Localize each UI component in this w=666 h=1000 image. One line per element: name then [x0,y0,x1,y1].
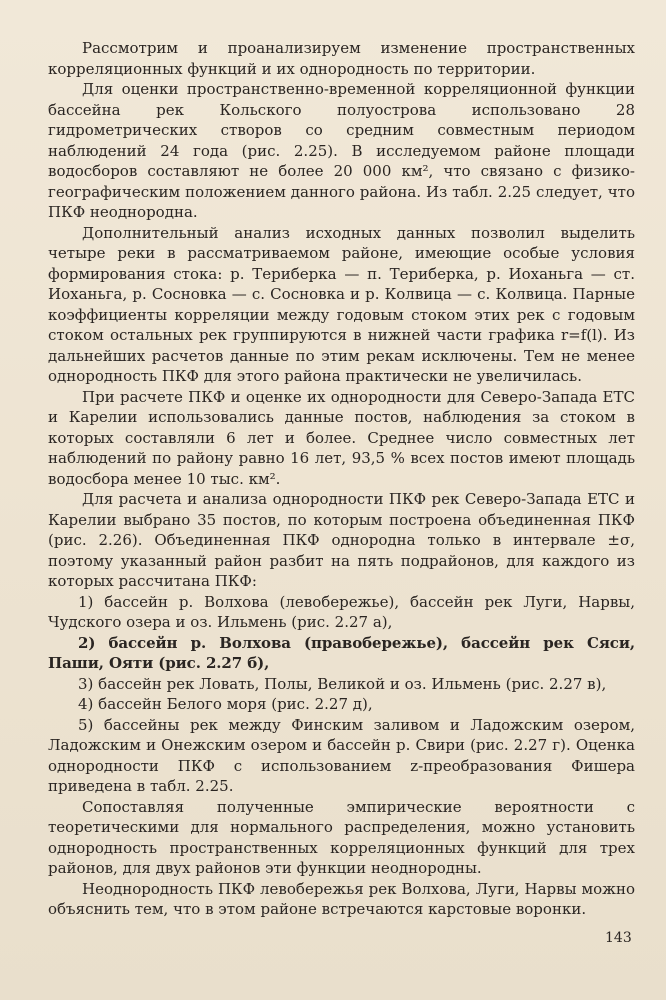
body-text [48,38,635,920]
paragraph-karst: Неоднородность ПКФ левобережья рек Волхова, Луги, Нарвы можно объяснить тем, что в этом районе встречаются карстовые воронки. [48,879,635,918]
list-item: 3) бассейн рек Ловать, Полы, Великой и оз. Ильмень (рис. 2.27 в), [78,674,607,693]
list-item: 4) бассейн Белого моря (рис. 2.27 д), [78,695,373,713]
paragraph-analysis: Дополнительный анализ исходных данных позволил выделить четыре реки в рассматриваемом районе, имеющие особые условия формирования стока: р. Териберка — п. Териберка, р. Иоханьга — ст. Иоханьга, р. Сосновка — с. Сосновка и р. Колвица — с. Колвица. Парные коэффициенты корреляции между годовым стоком этих рек с годовым стоком остальных рек группируются в нижней части графика r=f(l). Из дальнейших расчетов данные по этим рекам исключены. Тем не менее однородность ПКФ для этого района практически не увеличилась. [48,223,635,385]
paragraph-subregions: Для расчета и анализа однородности ПКФ рек Северо-Запада ЕТС и Карелии выбрано 35 постов, по которым построена объединенная ПКФ (рис. 2.26). Объединенная ПКФ однородна только в интервале ±σ, поэтому указанный район разбит на пять подрайонов, для каждого из которых рассчитана ПКФ: [48,490,635,590]
list-item: 1) бассейн р. Волхова (левобережье), бассейн рек Луги, Нарвы, Чудского озера и оз. Ильмень (рис. 2.27 а), [48,592,635,631]
paragraph-northwest: При расчете ПКФ и оценке их однородности для Северо-Запада ЕТС и Карелии использовались данные постов, наблюдения за стоком в которых составляли 6 лет и более. Среднее число совместных лет наблюдений по району равно 16 лет, 93,5 % всех постов имеют площадь водосбора менее 10 тыс. км². [48,387,635,488]
paragraph-intro: Рассмотрим и проанализируем изменение пространственных корреляционных функций и их однородность по территории. [48,39,635,78]
list-item: 2) бассейн р. Волхова (правобережье), бассейн рек Сяси, Паши, Ояти (рис. 2.27 б), [48,633,635,672]
paragraph-comparison: Сопоставляя полученные эмпирические вероятности с теоретическими для нормального распределения, можно установить однородность пространственных корреляционных функций для трех районов, для двух районов эти функции неоднородны. [48,797,635,877]
paragraph-kola: Для оценки пространственно-временной корреляционной функции бассейна рек Кольского полуострова использовано 28 гидрометрических створов со средним совместным периодом наблюдений 24 года (рис. 2.25). В исследуемом районе площади водосборов составляют не более 20 000 км², что связано с физико-географическим положением данного района. Из табл. 2.25 следует, что ПКФ неоднородна. [48,80,635,221]
list-item: 5) бассейны рек между Финским заливом и Ладожским озером, Ладожским и Онежским озером и бассейн р. Свири (рис. 2.27 г). Оценка однородности ПКФ с использованием z-преобразования Фишера приведена в табл. 2.25. [48,715,635,795]
page-number: 143 [605,930,632,946]
